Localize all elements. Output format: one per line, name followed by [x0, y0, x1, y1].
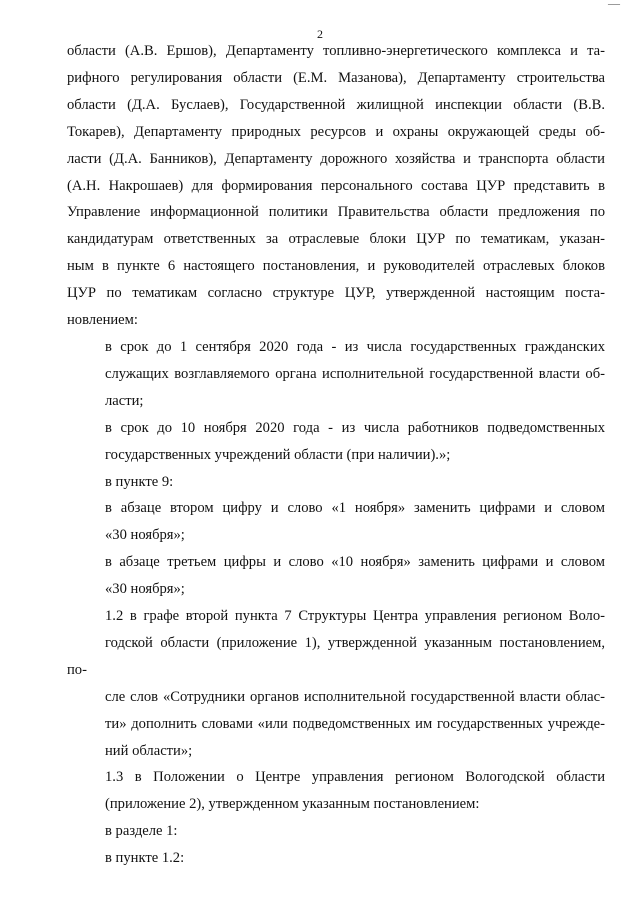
document-body — [67, 38, 605, 872]
text-line: области (Д.А. Буслаев), Государственной жилищной инспекции области (В.В. — [67, 96, 605, 113]
paragraph — [67, 549, 605, 603]
text-line: в пункте 1.2: — [105, 850, 185, 867]
text-line: годской области (приложение 1), утвержденной указанным постановлением, по- — [67, 634, 605, 678]
text-line: в срок до 1 сентября 2020 года - из числа государственных гражданских — [105, 338, 605, 355]
text-line: 1.3 в Положении о Центре управления регионом Вологодской области — [105, 769, 605, 786]
text-line: ным в пункте 6 настоящего постановления, и руководителей отраслевых блоков — [67, 258, 605, 275]
text-line: служащих возглавляемого органа исполнительной государственной власти об- — [105, 365, 605, 382]
text-line: «30 ноября»; — [105, 581, 185, 598]
text-line: в разделе 1: — [105, 823, 178, 840]
text-line: (А.Н. Накрошаев) для формирования персонального состава ЦУР представить в — [67, 177, 605, 194]
text-line: сле слов «Сотрудники органов исполнительной государственной власти облас- — [105, 688, 605, 705]
text-line: ний области»; — [105, 742, 193, 759]
text-line: Управление информационной политики Правительства области предложения по — [67, 204, 605, 221]
text-line: «30 ноября»; — [105, 527, 185, 544]
text-line: новлением: — [67, 312, 138, 329]
paragraph — [67, 764, 605, 818]
paragraph — [67, 469, 605, 496]
page-number: 2 — [317, 27, 323, 41]
paragraph — [67, 818, 605, 845]
paragraph — [67, 334, 605, 415]
text-line: в пункте 9: — [105, 473, 174, 490]
text-line: области (А.В. Ершов), Департаменту топливно-энергетического комплекса и та- — [67, 43, 605, 59]
text-line: Токарев), Департаменту природных ресурсов и охраны окружающей среды об- — [67, 123, 605, 140]
text-line: кандидатурам ответственных за отраслевые блоки ЦУР по тематикам, указан- — [67, 231, 605, 248]
text-line: ласти; — [105, 392, 144, 409]
text-line: (приложение 2), утвержденном указанным постановлением: — [105, 796, 480, 813]
text-line: 1.2 в графе второй пункта 7 Структуры Центра управления регионом Воло- — [105, 608, 605, 625]
page-corner-mark: — — [608, 0, 620, 10]
paragraph — [67, 38, 605, 334]
text-line: в абзаце третьем цифры и слово «10 ноября» заменить цифрами и словом — [105, 554, 605, 571]
text-line: в срок до 10 ноября 2020 года - из числа работников подведомственных — [105, 419, 605, 436]
text-line: ЦУР по тематикам согласно структуре ЦУР, утвержденной настоящим поста- — [67, 285, 605, 302]
paragraph — [67, 603, 605, 764]
paragraph — [67, 415, 605, 469]
text-line: государственных учреждений области (при наличии).»; — [105, 446, 451, 463]
text-line: в абзаце втором цифру и слово «1 ноября» заменить цифрами и словом — [105, 500, 605, 517]
paragraph — [67, 845, 605, 872]
text-line: рифного регулирования области (Е.М. Мазанова), Департаменту строительства — [67, 69, 605, 86]
text-line: ти» дополнить словами «или подведомственных им государственных учрежде- — [105, 715, 605, 732]
text-line: ласти (Д.А. Банников), Департаменту дорожного хозяйства и транспорта области — [67, 150, 605, 167]
paragraph — [67, 495, 605, 549]
